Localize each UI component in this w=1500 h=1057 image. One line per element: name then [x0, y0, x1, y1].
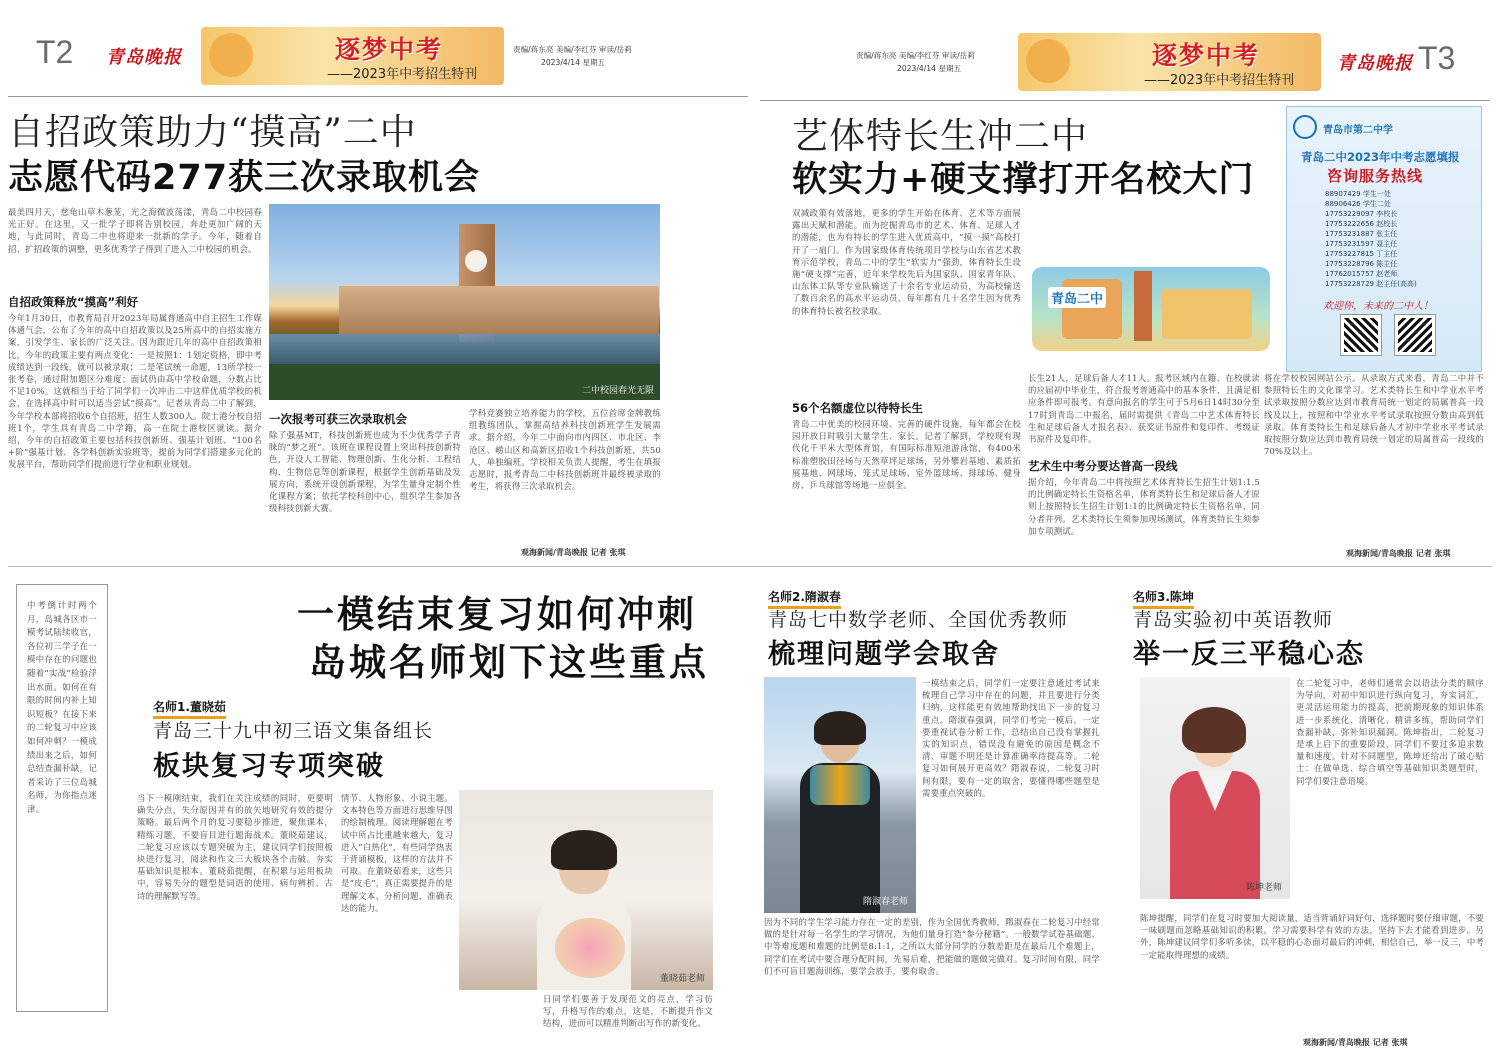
editors-right: 责编/蒋东亮 美编/李红芬 审读/岳莉 [856, 51, 975, 60]
hotline-phone-item: 17753231597 聂主任 [1325, 240, 1398, 248]
hotline-box [1286, 106, 1482, 372]
teacher1-body-col3 [543, 993, 713, 1047]
article2-body-col4 [1264, 372, 1484, 546]
teacher3-body-col1 [1296, 677, 1484, 909]
article1-title-line2: 志愿代码277获三次录取机会 [8, 158, 481, 198]
campus-illustration [1022, 249, 1280, 357]
qr-code-icon [1395, 315, 1435, 355]
teacher3-title: 青岛实验初中英语教师 [1133, 609, 1334, 631]
teacher2-photo-caption: 隋淑春老师 [862, 897, 908, 907]
teacher1-body-col1 [137, 792, 333, 1046]
qr-code-icon [1341, 315, 1381, 355]
article2-sub1: 56个名额虚位以待特长生 [792, 401, 924, 415]
teacher2-headline: 梳理问题学会取舍 [768, 639, 1000, 670]
page-number-left: T2 [36, 34, 74, 70]
hotline-phone-item: 17753231887 张主任 [1325, 230, 1398, 238]
editors-left: 责编/蒋东亮 美编/李红芬 审读/岳莉 [513, 45, 632, 54]
article1-intro [8, 206, 262, 288]
hotline-title1: 青岛二中2023年中考志愿填报 [1301, 150, 1460, 164]
teacher3-photo [1140, 677, 1290, 899]
campus-photo-caption: 二中校园春光无限 [581, 386, 654, 396]
paper-logo-left: 青岛晚报 [106, 47, 182, 68]
banner-title-right: 逐梦中考 [1152, 41, 1261, 70]
hotline-phone-item: 17753228796 陈主任 [1325, 260, 1398, 268]
article1-credit: 观海新闻/青岛晚报 记者 张琪 [521, 548, 626, 557]
hotline-phone-item: 17753227815 丁主任 [1325, 250, 1398, 258]
school-emblem-icon [1293, 115, 1317, 139]
date-left: 2023/4/14 星期五 [541, 58, 606, 67]
intro-vertical-box [16, 584, 108, 1012]
illustration-label: 青岛二中 [1048, 287, 1106, 308]
hotline-phone-list [1325, 189, 1445, 289]
article3-title-line2: 岛城名师划下这些重点 [309, 641, 709, 684]
article3-credit: 观海新闻/青岛晚报 记者 张琪 [1303, 1038, 1408, 1047]
article1-sub1: 自招政策释放“摸高”利好 [8, 295, 139, 309]
teacher1-headline: 板块复习专项突破 [153, 751, 385, 782]
teacher1-tag: 名师1.董晓茹 [153, 698, 226, 719]
teacher3-tag: 名师3.陈坤 [1133, 588, 1194, 609]
hotline-title2: 咨询服务热线 [1327, 167, 1424, 185]
teacher2-photo [764, 677, 916, 913]
teacher1-photo-caption: 董晓茹老师 [659, 974, 705, 984]
page-number-right: T3 [1418, 40, 1456, 76]
article2-title-line1: 艺体特长生冲二中 [792, 116, 1089, 157]
hotline-phone-item: 88907429 学生一处 [1325, 190, 1391, 198]
teacher2-body-col2 [764, 916, 1100, 1046]
hotline-phone-item: 17753228729 赵主任(高高) [1325, 280, 1417, 288]
teacher1-body-col2 [341, 792, 453, 1046]
teacher3-headline: 举一反三平稳心态 [1133, 639, 1365, 670]
banner-sub-left: ——2023年中考招生特刊 [327, 67, 478, 82]
banner-right [1018, 33, 1321, 91]
article2-body-col3 [1028, 476, 1260, 558]
article1-title-line1: 自招政策助力“摸高”二中 [8, 112, 417, 153]
hotline-phone-item: 17753222656 赵校长 [1325, 220, 1398, 228]
banner-left [201, 27, 504, 85]
banner-sub-right: ——2023年中考招生特刊 [1144, 73, 1295, 88]
hotline-phone-item: 88906426 学生二处 [1325, 200, 1391, 208]
teacher3-photo-caption: 陈坤老师 [1245, 883, 1282, 893]
hotline-slogan: 欢迎你，未来的二中人！ [1323, 301, 1433, 312]
article1-body-col3 [469, 407, 661, 545]
date-right: 2023/4/14 星期五 [897, 64, 962, 73]
teacher2-title: 青岛七中数学老师、全国优秀教师 [768, 609, 1069, 631]
banner-title-left: 逐梦中考 [335, 35, 444, 64]
teacher1-title: 青岛三十九中初三语文集备组长 [153, 720, 434, 742]
article2-sub2: 艺术生中考分要达普高一段线 [1028, 459, 1178, 473]
teacher3-body-col2 [1140, 912, 1484, 1036]
hotline-phone-item: 17753229097 李校长 [1325, 210, 1398, 218]
campus-photo [269, 204, 660, 400]
article2-body-col1 [792, 418, 1021, 558]
hotline-school: 青岛市第二中学 [1323, 125, 1393, 136]
hotline-phone-item: 17762015757 赵老师 [1325, 270, 1398, 278]
teacher2-body-col1 [922, 677, 1100, 917]
article1-body-col1 [8, 312, 262, 558]
article2-intro [792, 207, 1021, 397]
article2-title-line2: 软实力+硬支撑打开名校大门 [792, 160, 1255, 200]
paper-logo-right: 青岛晚报 [1337, 53, 1413, 74]
teacher2-tag: 名师2.隋淑春 [768, 588, 841, 609]
article2-credit: 观海新闻/青岛晚报 记者 张琪 [1346, 549, 1451, 558]
article3-title-line1: 一模结束复习如何冲刺 [297, 593, 697, 636]
article1-body-col2 [269, 429, 461, 558]
teacher1-photo [459, 790, 713, 990]
article2-body-col2 [1028, 372, 1260, 456]
article1-sub2: 一次报考可获三次录取机会 [269, 412, 407, 426]
